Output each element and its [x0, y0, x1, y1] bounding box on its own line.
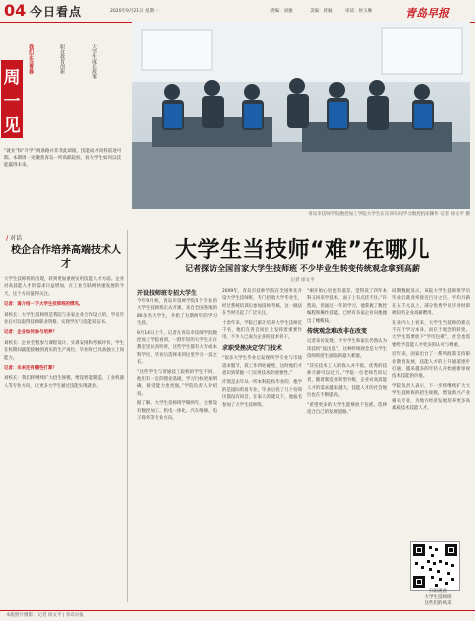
interview-paragraph: 刘校长：我们将继续扩大招生规模，增设智能制造、工业机器人等专业方向，让更多大学生通过技能实现就业。	[4, 376, 124, 389]
qr-code-icon	[411, 542, 459, 590]
design-credit: 美编：蒋颖	[310, 9, 333, 14]
interview-question: 记者：企业如何参与培养？	[4, 330, 57, 336]
editor-credit: 责编：刘强	[270, 9, 293, 14]
article-paragraph: 记者采访发现，不少学生和家长仍然认为读技校“没出息”，这种传统观念是大学生技师班招生面临的最大难题。	[307, 339, 387, 360]
article-paragraph: “很多大学生毕业后发现所学专业与市场需求脱节，找工作四处碰壁，这时他们才意识到掌握一门实用技术的重要性。”	[222, 356, 302, 377]
article-headline: 大学生当技师“难”在哪儿	[175, 238, 430, 263]
article-paragraph: 十余年来，学院已累计培养大学生技师近千名，他们在各自岗位上发挥着重要作用，不少人已成为企业的技术骨干。	[222, 320, 302, 341]
issue-date: 2020年9月21日 星期一	[110, 9, 159, 14]
article-column-4	[392, 288, 470, 538]
badge-char-3: 见	[3, 116, 21, 136]
badge-char-1: 周	[3, 68, 21, 88]
interview-body	[4, 276, 124, 393]
weekly-sidebar	[0, 22, 130, 227]
article-paragraph: 2009年，青岛市技师学院在全国率先开设大学生技师班，专门招收大学毕业生，经过系统培训后参加技师考核，这一做法在当时引起了广泛关注。	[222, 289, 302, 317]
article-column-2	[222, 288, 302, 411]
article-paragraph: 同期数据显示，该院大学生技师班学员毕业后就业率接近百分之百，平均月薪在五千元以上，部分优秀学员毕业时即被知名企业高薪聘用。	[392, 289, 470, 317]
article-column-3	[307, 288, 387, 419]
sidebar-column-1: 我们正当青春	[28, 44, 34, 74]
article-paragraph: “这些学生与普通技工院校的学生不同，他们有一定的理论基础，学习目标更加明确，接受能力也更强。”学院负责人介绍说。	[137, 369, 217, 397]
proof-credit: 审读：侯玉琳	[345, 9, 372, 14]
sidebar-intro: “就业”和“升学”两条路并非非此即彼，技能成才同样前途可期。本期周一见聚焦青岛一所高职院校，看大学生如何以技能赢得未来。	[4, 149, 122, 168]
page-footer	[0, 610, 475, 621]
interview-paragraph: 大学生技师班的出现，转到更加重视实用技能人才方面。企业对高技能人才的需求日益增加，在工业互联网快速发展的今天，这个方向值得关注。	[4, 277, 124, 297]
section-heading-3: 传统观念难改非在改变	[307, 328, 368, 336]
article-byline: 记者 徐文平	[290, 278, 315, 283]
interview-title: 校企合作培养高端技术人才	[11, 245, 121, 270]
article-paragraph: 据了解，大学生技师班学制两年，主要设有数控加工、机电一体化、汽车维修、电子商务等专业方向。	[137, 401, 217, 422]
dialogue-tag	[6, 233, 22, 242]
dialogue-label: 对话	[10, 235, 23, 242]
article-paragraph: “希望更多的大学生能够放下包袱，选择适合自己的发展道路。”	[307, 402, 387, 416]
article-paragraph: 9月14日上午，记者在青岛市技师学院数控加工学院看到，一群年轻的大学生正在教室里认真听讲，这些学生都有大专或本科学历，毕业后选择来到这里学习一技之长。	[137, 330, 217, 366]
article-paragraph: 学院负责人表示，下一步将继续扩大大学生技师班的招生规模，增设新兴产业相关专业，为地方经济发展培养更多高素质技术技能人才。	[392, 383, 470, 412]
article-paragraph: 今年9月初，青岛市技师学院5个专业的大学生技师班正式开课，来自全国各地的80多名大学生，开始了为期两年的学习生涯。	[137, 299, 217, 327]
dialogue-slash: /	[6, 235, 9, 242]
newspaper-logo	[405, 2, 467, 19]
page-number: 04	[4, 1, 27, 20]
sidebar-column-3: 大学生成长故事	[91, 44, 97, 79]
footer-credit: 本版照片摄影：记者 徐文平 | 青岛早报	[6, 613, 84, 618]
column-divider	[127, 230, 128, 602]
classroom-photo	[132, 22, 470, 209]
section-heading-2: 求职受挫决定学门技术	[222, 344, 283, 352]
weekly-badge	[1, 60, 23, 138]
interview-paragraph: 刘校长：企业全程参与课程设计、实训安排和考核评价，学生在校期间就能接触到真实的生产岗位，毕业时已具备独立上岗能力。	[4, 340, 124, 361]
section-heading-1: 开设技师班专招大学生	[137, 290, 198, 297]
badge-char-2: 一	[3, 92, 21, 112]
page-header	[0, 0, 475, 23]
qr-caption: 扫码观看 大学生技师班 这些们的风采	[424, 589, 452, 606]
sidebar-column-2: 职业教育创新	[59, 44, 65, 74]
logo-text: 青岛早报	[405, 7, 449, 20]
qr-code[interactable]	[410, 541, 460, 591]
interview-question: 记者：未来还有哪些打算？	[4, 366, 57, 372]
article-paragraph: “刚开始心里也有落差，觉得读了四年本科又回来学技术，面子上有点挂不住。”许凯说，但通过一年的学习，他掌握了数控编程和操作技能，已经有多家企业向他抛出了橄榄枝。	[307, 289, 387, 324]
article-paragraph: 在业内人士看来，大学生当技师的难点不在于学习本身，而在于观念的转变。大学生需要放下“学历包袱”，社会也需要给予技能人才更多的认可与尊重。	[392, 320, 470, 348]
article-paragraph: “其实技术工人的收入并不低，优秀的技师月薪可以过万。”学院一位老师告诉记者，随着制造业转型升级，企业对高技能人才的需求越来越大，技能人才的社会地位也在不断提高。	[307, 363, 387, 399]
article-subheadline: 记者探访全国首家大学生技师班 不少毕业生转变传统观念拿到高薪	[185, 264, 420, 273]
interview-question: 记者：请介绍一下大学生技师班的情况。	[4, 302, 84, 308]
article-column-1	[137, 298, 217, 425]
section-title: 今日看点	[30, 5, 83, 19]
classroom-photo-image	[132, 22, 470, 209]
photo-caption: 青岛市技师学院数控加工学院大学生在实训车间学习数控机床操作 记者 徐文平 摄	[308, 212, 470, 217]
article-paragraph: 近年来，国家出台了一系列政策支持职业教育发展，技能人才的上升通道逐步打通，越来越多的年轻人开始重新审视技术技能的价值。	[392, 352, 470, 380]
interview-paragraph: 刘校长：大学生技师班是我院与多家企业合作设立的，学员毕业后可以取得技师职业资格，实现学历与技能双证书。	[4, 312, 124, 326]
article-paragraph: 许凯是去年从一所本科院校毕业的，他学的是国际贸易专业，毕业后投了几十份简历都没有回音，在家人的建议下，他报名参加了大学生技师班。	[222, 380, 302, 408]
